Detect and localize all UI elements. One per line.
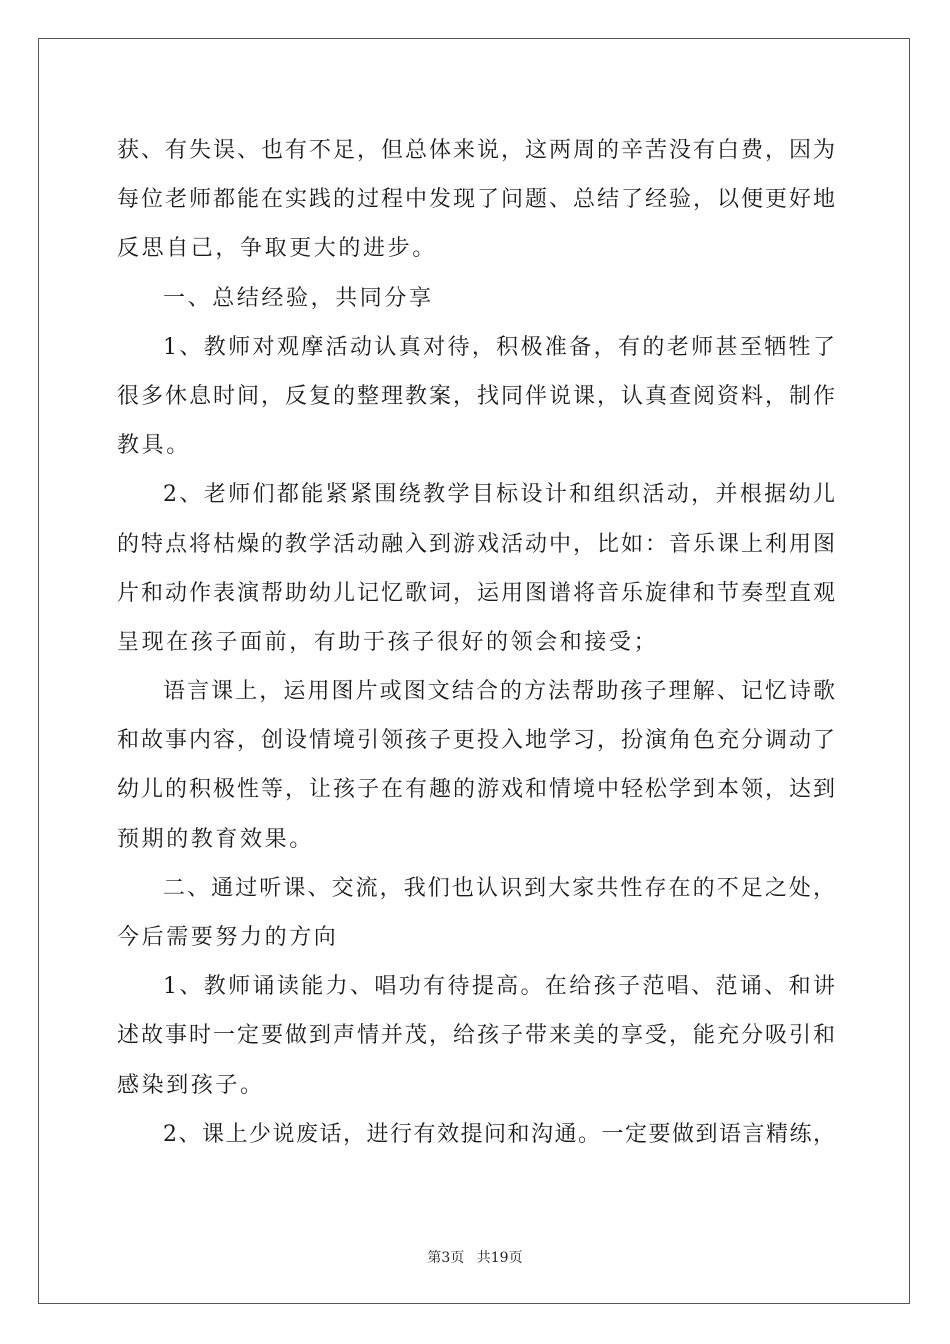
text-line: 二、通过听课、交流，我们也认识到大家共性存在的不足之处， — [163, 875, 835, 901]
page-footer — [0, 1247, 950, 1267]
text-line: 预期的教育效果。 — [117, 826, 314, 852]
text-line: 一、总结经验，共同分享 — [163, 285, 434, 311]
text-line: 1、教师对观摩活动认真对待，积极准备，有的老师甚至牺牲了 — [163, 334, 835, 360]
text-line: 教具。 — [117, 433, 191, 459]
text-line: 语言课上，运用图片或图文结合的方法帮助孩子理解、记忆诗歌 — [163, 679, 835, 705]
text-line: 的特点将枯燥的教学活动融入到游戏活动中，比如：音乐课上利用图 — [117, 531, 835, 557]
page-number: 第3页 — [427, 1250, 465, 1266]
text-line: 和故事内容，创设情境引领孩子更投入地学习，扮演角色充分调动了 — [117, 728, 835, 754]
text-line: 呈现在孩子面前，有助于孩子很好的领会和接受； — [117, 629, 659, 655]
page-total: 共19页 — [476, 1250, 523, 1266]
text-line: 幼儿的积极性等，让孩子在有趣的游戏和情境中轻松学到本领，达到 — [117, 777, 835, 803]
text-line: 2、课上少说废话，进行有效提问和沟通。一定要做到语言精练， — [163, 1121, 835, 1147]
text-line: 2、老师们都能紧紧围绕教学目标设计和组织活动，并根据幼儿 — [163, 482, 835, 508]
text-line: 很多休息时间，反复的整理教案，找同伴说课，认真查阅资料，制作 — [117, 383, 835, 409]
text-line: 反思自己，争取更大的进步。 — [117, 236, 437, 262]
document-body — [117, 126, 835, 1159]
text-line: 今后需要努力的方向 — [117, 925, 339, 950]
text-line: 感染到孩子。 — [117, 1072, 265, 1098]
text-line: 1、教师诵读能力、唱功有待提高。在给孩子范唱、范诵、和讲 — [163, 974, 835, 1000]
text-line: 片和动作表演帮助幼儿记忆歌词，运用图谱将音乐旋律和节奏型直观 — [117, 580, 835, 606]
text-line: 每位老师都能在实践的过程中发现了问题、总结了经验，以便更好地 — [117, 187, 835, 213]
text-line: 获、有失误、也有不足，但总体来说，这两周的辛苦没有白费，因为 — [117, 138, 835, 163]
text-line: 述故事时一定要做到声情并茂，给孩子带来美的享受，能充分吸引和 — [117, 1023, 835, 1049]
